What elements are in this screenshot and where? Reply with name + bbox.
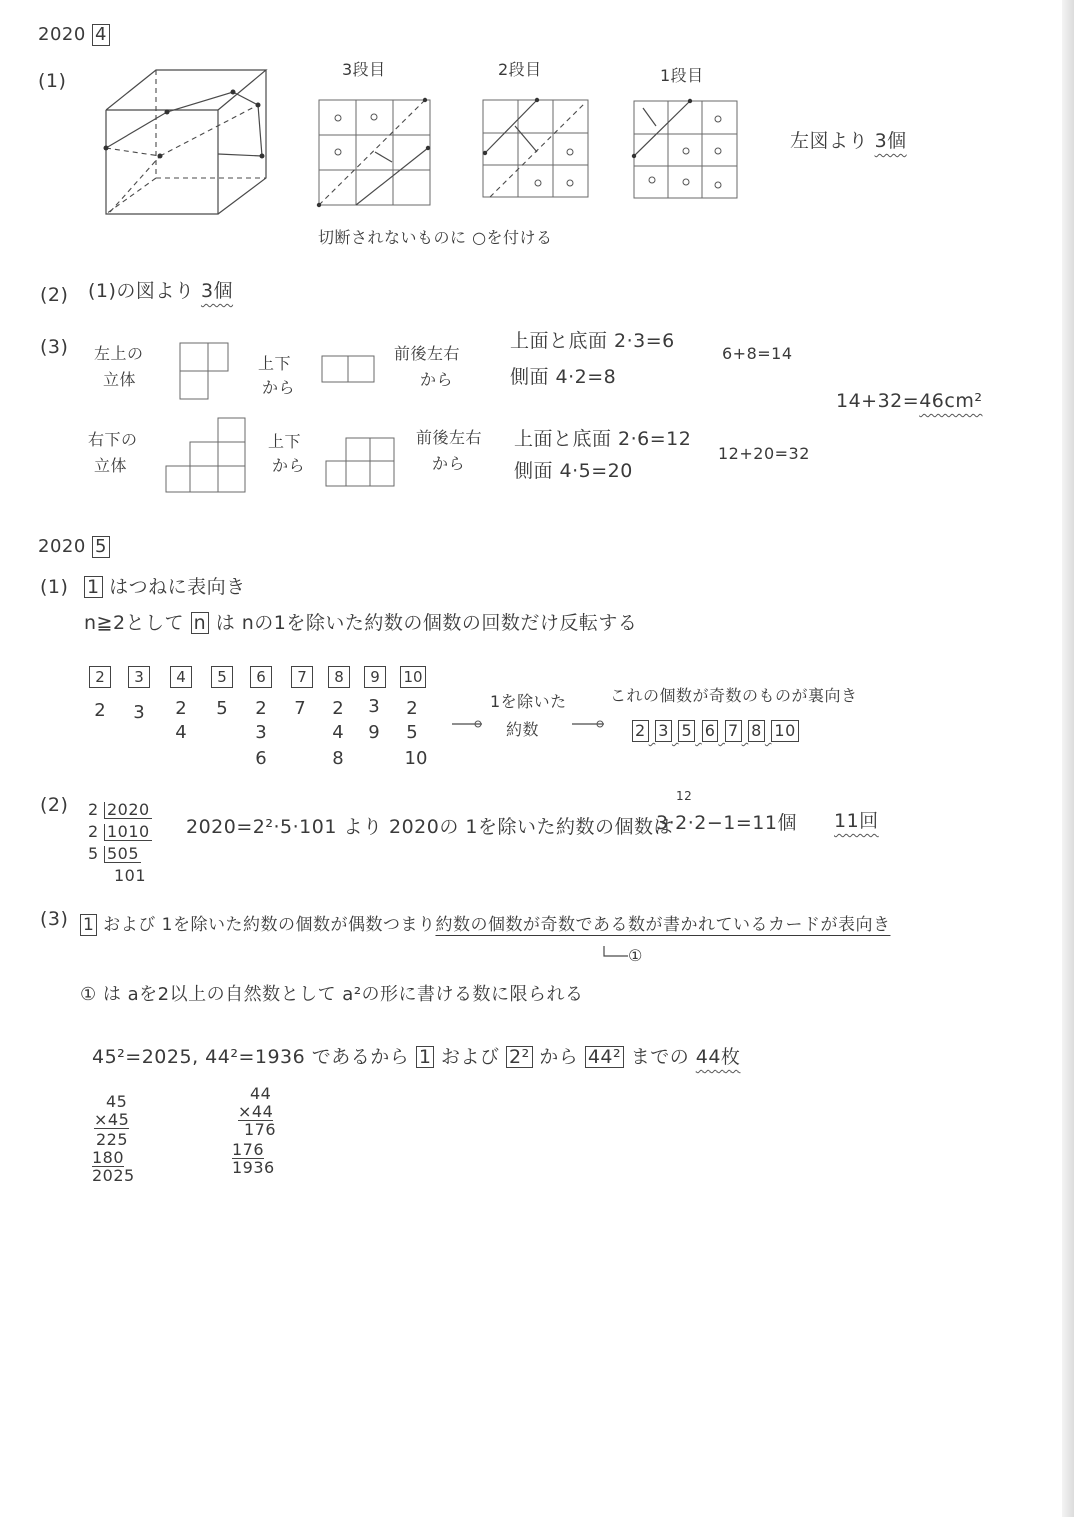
line2-mark: ① [80,984,97,1005]
divisor: 7 [294,698,306,719]
odd-card: 3 [655,720,672,742]
card-n: n [191,612,210,634]
divisor: 3 [255,722,267,743]
card-2: 2 [89,666,111,688]
p5-3-label: (3) [40,908,69,930]
left-solid-label-2: 立体 [103,370,137,389]
divisor: 2 [406,698,418,719]
p5-2-expression: 2020=2²·5·101 より 2020の 1を除いた約数の個数は [186,816,673,838]
odd-card: 7 [725,720,742,742]
card-1: 1 [416,1046,435,1068]
ladder-divisor: 2 [88,800,99,819]
mult45-line: 180 [92,1148,125,1167]
mult44-line: 1936 [232,1158,275,1177]
card-5: 5 [211,666,233,688]
divisor: 5 [216,698,228,719]
from-sides-1a: 前後左右 [394,344,461,363]
top-bottom-1: 上面と底面 2·3=6 [510,330,675,352]
p5-1-line2-b: は nの1を除いた約数の個数の回数だけ反転する [215,612,638,634]
card-44-squared: 44² [585,1046,624,1068]
divisor: 6 [255,748,267,769]
result-value: 3個 [874,130,907,152]
problem5-year: 2020 [38,536,86,557]
p5-1-line2-a: n≧2として [84,612,185,634]
from-top-1b: から [262,378,296,397]
divisor: 4 [175,722,187,743]
line3-a: 45²=2025, 44²=1936 であるから [92,1046,410,1068]
top-bottom-2: 上面と底面 2·6=12 [514,428,692,450]
p4-2-from: (1)の図より [88,280,195,302]
problem4-number-box: 4 [92,24,110,46]
card-9: 9 [364,666,386,688]
mult44-line: 176 [244,1120,277,1139]
divisor: 4 [332,722,344,743]
mult44-line: 176 [232,1140,265,1159]
ref-mark: ① [628,946,643,965]
p5-3-line1-a: および 1を除いた約数の個数が偶数つまり [103,915,436,935]
ladder-value: 101 [114,866,147,885]
card-1: 1 [84,576,103,598]
layer1-label: 1段目 [660,66,704,85]
ladder-value: 505 [104,846,141,863]
card-8: 8 [328,666,350,688]
odd-card: 8 [748,720,765,742]
p5-2-label: (2) [40,794,69,816]
divisor: 2 [255,698,267,719]
divisor: 2 [94,700,106,721]
p5-2-result: 11回 [834,810,879,832]
divisor: 10 [404,748,428,769]
p5-2-calc: 3·2·2−1=11個 [656,812,797,834]
line3-b: および [440,1046,500,1068]
odd-card: 6 [702,720,719,742]
from-top-2a: 上下 [268,432,302,451]
divisor: 3 [133,702,145,723]
ladder-value: 2020 [104,802,152,819]
line3-c: から [539,1046,579,1068]
scan-edge-shadow [1062,0,1074,1517]
sum-1: 6+8=14 [722,344,793,363]
from-sides-2a: 前後左右 [416,428,483,447]
total-value: 46cm² [919,390,983,412]
sum-2: 12+20=32 [718,444,810,463]
ladder-divisor: 5 [88,844,99,863]
card-7: 7 [291,666,313,688]
divisor: 2 [332,698,344,719]
divisor: 2 [175,698,187,719]
card-3: 3 [128,666,150,688]
ladder-value: 1010 [104,824,152,841]
mult45-line: 2025 [92,1166,135,1185]
card-6: 6 [250,666,272,688]
odd-card: 2 [632,720,649,742]
mult44-line: 44 [250,1084,272,1103]
total-prefix: 14+32= [836,390,920,412]
problem4-year: 2020 [38,24,86,45]
from-top-1a: 上下 [258,354,292,373]
p5-1-label: (1) [40,576,69,598]
arrow-label-1: 1を除いた [490,692,567,711]
side-2: 側面 4·5=20 [514,460,633,482]
p5-3-line3 [92,1046,740,1068]
odd-card: 10 [771,720,798,742]
p5-3-line2 [80,986,584,1004]
odd-card: 5 [678,720,695,742]
line3-d: までの [630,1046,690,1068]
from-sides-1b: から [420,370,454,389]
card-4: 4 [170,666,192,688]
p5-2-calc-top: 12 [676,789,693,803]
mult44-line: ×44 [238,1102,274,1121]
p4-3-label: (3) [40,336,69,358]
ladder-divisor: 2 [88,822,99,841]
layer3-label: 3段目 [342,60,386,79]
card-2-squared: 2² [506,1046,533,1068]
right-solid-label-1: 右下の [88,430,138,449]
odd-note: これの個数が奇数のものが裏向き [610,686,858,705]
divisor: 3 [368,696,380,717]
divisor: 5 [406,722,418,743]
p5-3-line1-b: 約数の個数が奇数である数が書かれているカードが表向き [435,915,891,935]
from-top-2b: から [272,456,306,475]
side-1: 側面 4·2=8 [510,366,617,388]
card-1: 1 [80,914,97,936]
circle-note: 切断されないものに ○を付ける [318,228,553,247]
from-sides-2b: から [432,454,466,473]
divisor: 9 [368,722,380,743]
right-solid-label-2: 立体 [94,456,128,475]
p4-1-label: (1) [38,70,67,92]
p5-3-result: 44枚 [695,1046,741,1068]
result-prefix: 左図より [790,130,869,152]
card-10: 10 [400,666,426,688]
layer2-label: 2段目 [498,60,542,79]
mult45-line: 225 [96,1130,129,1149]
left-solid-label-1: 左上の [94,344,144,363]
mult45-line: ×45 [94,1110,130,1129]
p4-2-result: 3個 [200,280,234,302]
problem5-number-box: 5 [92,536,110,558]
divisor: 8 [332,748,344,769]
mult45-line: 45 [106,1092,128,1111]
p5-1-line1-text: はつねに表向き [109,576,246,598]
p4-2-label: (2) [40,284,69,306]
line2-text: は aを2以上の自然数として a²の形に書ける数に限られる [102,984,584,1005]
arrow-label-2: 約数 [506,720,540,739]
